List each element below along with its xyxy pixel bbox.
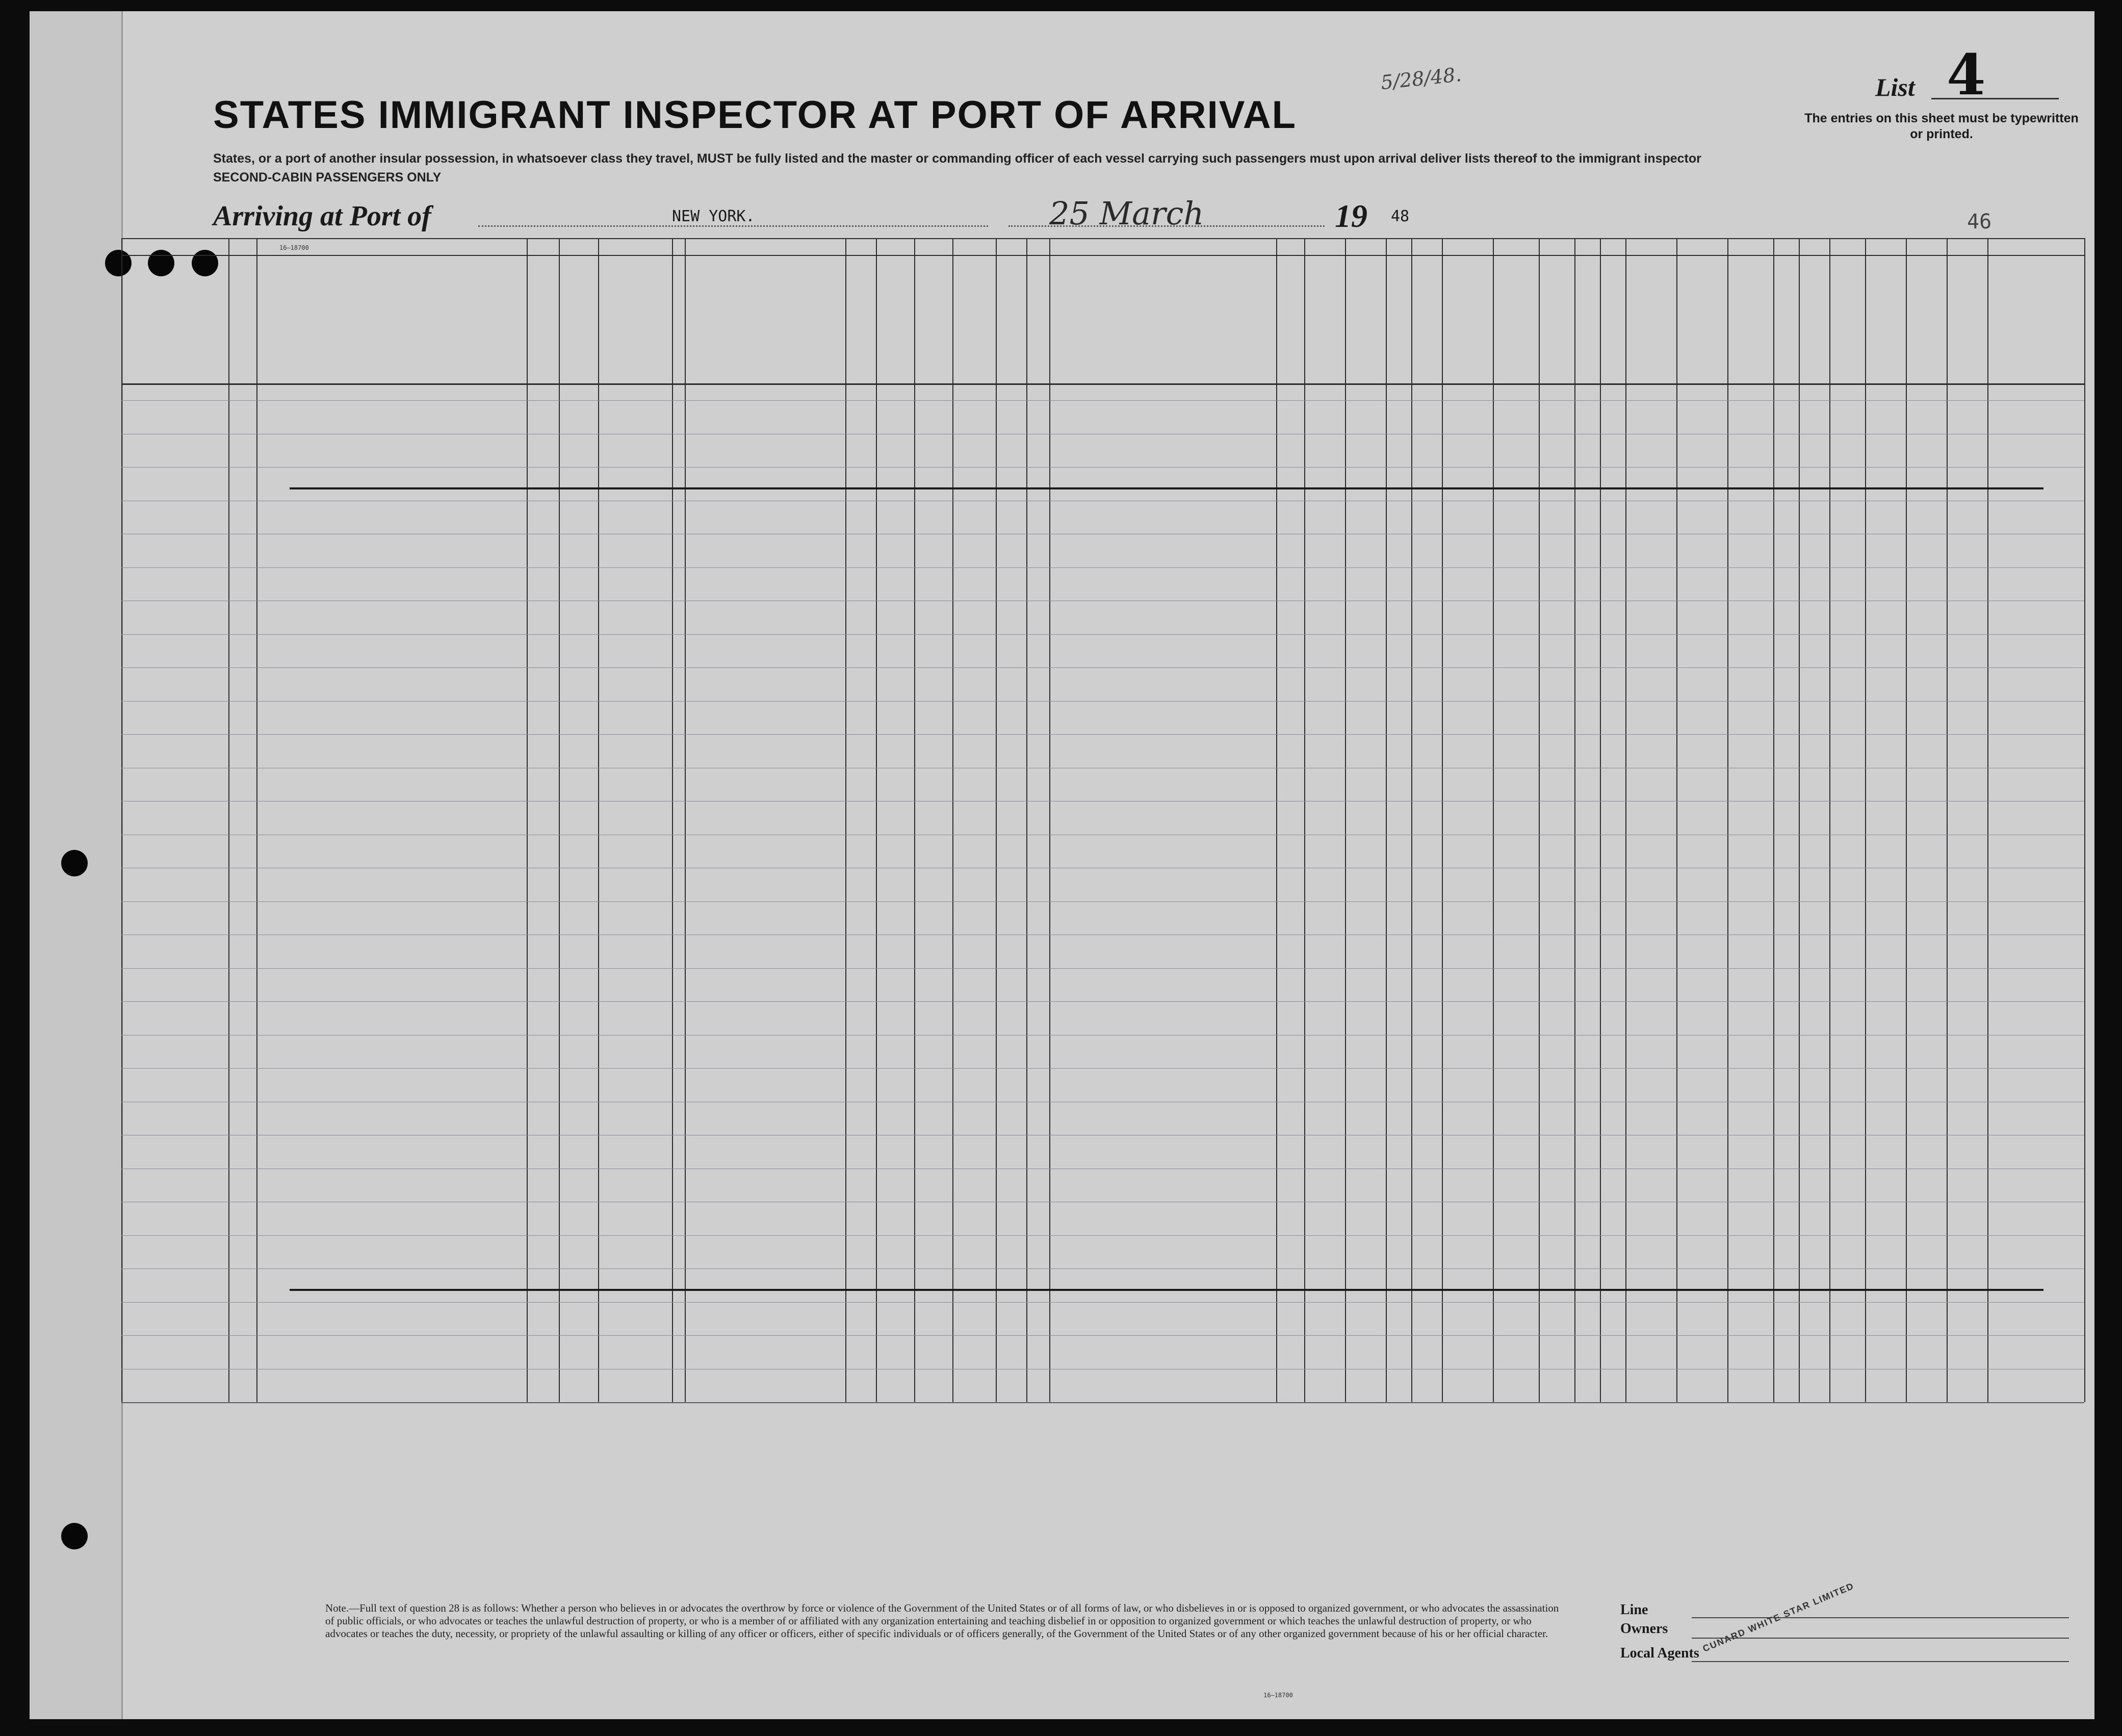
row-rule	[121, 701, 2084, 702]
list-underline	[1931, 98, 2059, 99]
column-heading-vertical	[1540, 258, 1573, 381]
row-rule	[121, 1235, 2084, 1236]
footer-owners-underline	[1692, 1638, 2069, 1639]
column-divider	[1493, 238, 1494, 1402]
list-label: List	[1875, 73, 1915, 101]
row-rule	[121, 734, 2084, 735]
manifest-sheet	[30, 11, 2094, 1719]
binder-hole	[61, 850, 88, 876]
footer-agents-label: Local Agents	[1620, 1645, 1699, 1661]
column-divider	[2084, 238, 2085, 1402]
arrival-date: 25 March	[1049, 195, 1204, 232]
column-divider	[1987, 238, 1988, 1402]
column-divider	[685, 238, 686, 1402]
column-heading-vertical	[1412, 258, 1441, 381]
footer-agents-underline	[1692, 1661, 2069, 1662]
column-divider	[1304, 238, 1305, 1402]
handwritten-date: 5/28/48.	[1380, 63, 1463, 94]
footer-line-label: Line	[1620, 1602, 1648, 1618]
port-value: NEW YORK.	[672, 208, 755, 225]
column-heading-vertical	[560, 258, 598, 381]
binder-hole	[61, 1523, 88, 1549]
column-divider	[1539, 238, 1540, 1402]
column-divider	[1574, 238, 1575, 1402]
header-bottom-border	[121, 383, 2084, 385]
column-divider	[1442, 238, 1443, 1402]
header-class: SECOND-CABIN PASSENGERS ONLY	[213, 170, 442, 185]
column-divider	[1829, 238, 1830, 1402]
row-rule	[121, 467, 2084, 468]
row-rule	[121, 634, 2084, 635]
column-divider	[121, 238, 122, 1402]
arriving-label: Arriving at Port of	[213, 200, 431, 232]
list-number: 4	[1947, 42, 1986, 108]
list-note: The entries on this sheet must be typewritten or printed.	[1804, 111, 2079, 141]
column-divider	[598, 238, 599, 1402]
row-rule	[121, 667, 2084, 668]
row-rule	[121, 567, 2084, 568]
column-divider	[1276, 238, 1277, 1402]
column-divider	[952, 238, 953, 1402]
column-divider	[1906, 238, 1907, 1402]
shipping-line-stamp: CUNARD WHITE STAR LIMITED	[1701, 1580, 1856, 1654]
column-divider	[228, 238, 229, 1402]
column-divider	[1411, 238, 1412, 1402]
binder-hole	[105, 250, 132, 276]
row-rule	[121, 901, 2084, 902]
column-divider	[1947, 238, 1948, 1402]
row-rule	[121, 1268, 2084, 1269]
column-divider	[1386, 238, 1387, 1402]
column-divider	[1625, 238, 1626, 1402]
row-rule	[121, 968, 2084, 969]
struck-out-entry	[290, 487, 2043, 489]
column-divider	[996, 238, 997, 1402]
column-heading-vertical	[1387, 258, 1410, 381]
column-divider	[559, 238, 560, 1402]
column-divider	[1026, 238, 1027, 1402]
row-rule	[121, 400, 2084, 401]
column-divider	[914, 238, 915, 1402]
column-divider	[672, 238, 673, 1402]
form-id: 16—18700	[279, 244, 309, 251]
year-suffix: 48	[1391, 208, 1410, 225]
column-divider	[1799, 238, 1800, 1402]
column-divider	[1773, 238, 1774, 1402]
column-heading-vertical	[1494, 258, 1538, 381]
column-divider	[1865, 238, 1866, 1402]
column-number-border	[121, 255, 2084, 256]
column-divider	[1345, 238, 1346, 1402]
table-top-border	[121, 238, 2084, 239]
column-heading-vertical	[1575, 258, 1599, 381]
column-heading-vertical	[1304, 258, 1330, 381]
column-heading-vertical	[673, 258, 684, 381]
header-instructions: States, or a port of another insular possession, in whatsoever class they travel, MUST be fully listed and the master or commanding officer of each vessel carrying such passengers must upon arrival deliver lists thereof to the immigrant inspector	[213, 151, 1701, 166]
column-divider	[1049, 238, 1050, 1402]
port-underline	[478, 225, 988, 227]
row-rule	[121, 1335, 2084, 1336]
column-heading-vertical	[1443, 258, 1492, 381]
footer-owners-label: Owners	[1620, 1621, 1668, 1637]
binder-hole	[192, 250, 218, 276]
row-rule	[121, 1302, 2084, 1303]
year-prefix: 19	[1335, 198, 1367, 234]
page-number: 46	[1967, 210, 1992, 234]
row-rule	[121, 1068, 2084, 1069]
footer-line-underline	[1692, 1617, 2069, 1618]
page-title: STATES IMMIGRANT INSPECTOR AT PORT OF ARRIVAL	[213, 93, 1297, 137]
row-rule	[121, 1001, 2084, 1002]
column-divider	[527, 238, 528, 1402]
footnote: Note.—Full text of question 28 is as follows: Whether a person who believes in or advocates the overthrow by force or violence of the Government of the United States or of all forms of law, or who disbelieves in or is opposed to organized government, or who advocates the assassination of public officials, or who advocates or teaches the unlawful destruction of property, or who is a member of or affiliated with any organization entertaining and teaching disbelief in or opposition to organized government or which teaches the unlawful destruction of property, or who advocates or teaches the duty, necessity, or propriety of the unlawful assaulting or killing of any officer or officers, either of specific individuals or of officers generally, of the Government of the United States or of any other organized government because of his or her official character.	[325, 1602, 1559, 1640]
column-divider	[1727, 238, 1728, 1402]
struck-out-entry	[290, 1289, 2043, 1291]
column-heading-vertical	[1346, 258, 1384, 381]
binder-hole	[148, 250, 174, 276]
column-divider	[256, 238, 257, 1402]
column-divider	[876, 238, 877, 1402]
row-rule	[121, 1402, 2084, 1403]
form-id-bottom: 16—18700	[1263, 1692, 1293, 1699]
column-divider	[1600, 238, 1601, 1402]
column-divider	[1676, 238, 1677, 1402]
column-divider	[845, 238, 846, 1402]
column-heading-vertical	[1277, 258, 1303, 381]
